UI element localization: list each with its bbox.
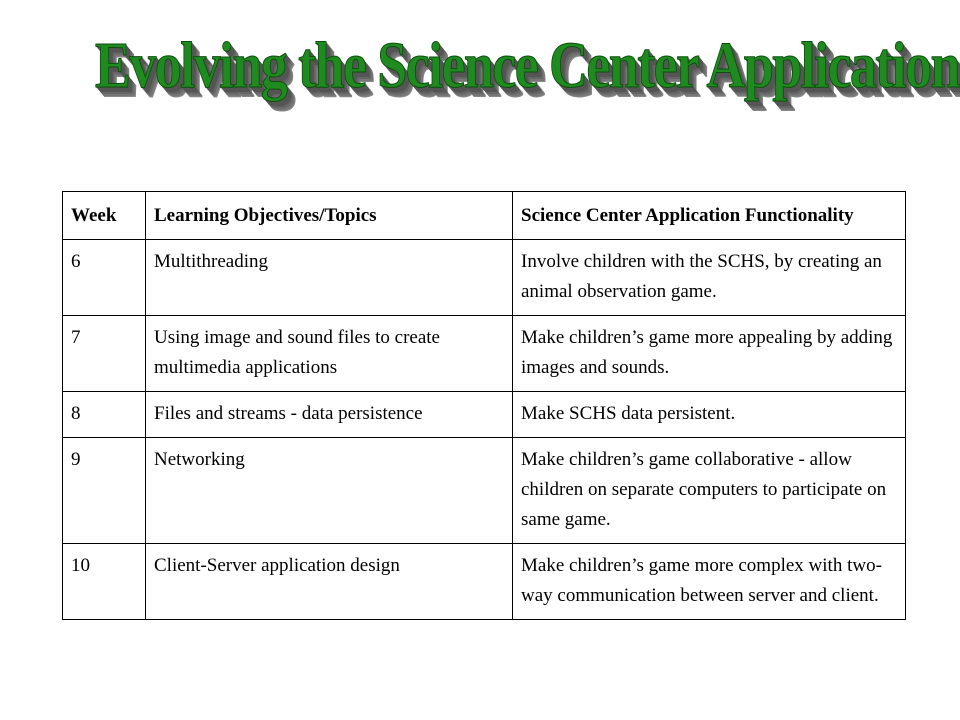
- cell-functionality: Involve children with the SCHS, by creating an animal observation game.: [513, 240, 906, 316]
- header-topic: Learning Objectives/Topics: [146, 192, 513, 240]
- table-row: [63, 316, 906, 392]
- table-row: [63, 392, 906, 438]
- table-row: [63, 544, 906, 620]
- cell-topic: Files and streams - data persistence: [146, 392, 513, 438]
- cell-functionality: Make SCHS data persistent.: [513, 392, 906, 438]
- title-area: [0, 28, 960, 138]
- table-header-row: [63, 192, 906, 240]
- slide-title: Evolving the Science Center Application: [94, 29, 959, 102]
- cell-topic: Client-Server application design: [146, 544, 513, 620]
- schedule-table: [62, 191, 906, 620]
- cell-functionality: Make children’s game more appealing by adding images and sounds.: [513, 316, 906, 392]
- cell-week: 7: [63, 316, 146, 392]
- cell-week: 6: [63, 240, 146, 316]
- cell-week: 8: [63, 392, 146, 438]
- cell-topic: Multithreading: [146, 240, 513, 316]
- cell-topic: Using image and sound files to create multimedia applications: [146, 316, 513, 392]
- cell-topic: Networking: [146, 438, 513, 544]
- table-row: [63, 438, 906, 544]
- table-row: [63, 240, 906, 316]
- cell-week: 10: [63, 544, 146, 620]
- cell-week: 9: [63, 438, 146, 544]
- header-week: Week: [63, 192, 146, 240]
- header-functionality: Science Center Application Functionality: [513, 192, 906, 240]
- cell-functionality: Make children’s game collaborative - allow children on separate computers to participate on same game.: [513, 438, 906, 544]
- cell-functionality: Make children’s game more complex with two-way communication between server and client.: [513, 544, 906, 620]
